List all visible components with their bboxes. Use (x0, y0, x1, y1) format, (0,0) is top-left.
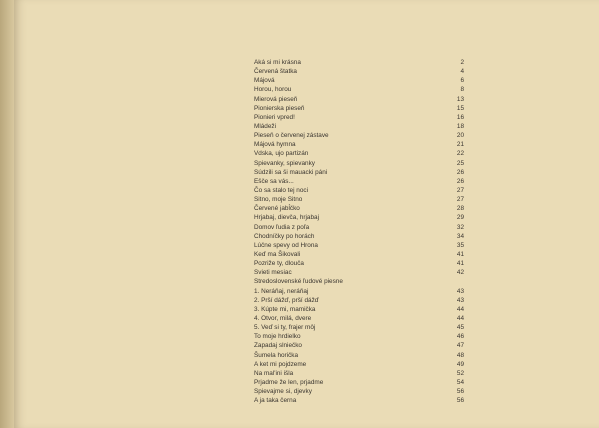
toc-entry (254, 104, 464, 113)
toc-entry-page: 27 (456, 196, 464, 204)
toc-entry-page: 25 (456, 159, 464, 167)
toc-entry-page: 6 (460, 77, 464, 85)
toc-entry-title: Májová (254, 77, 275, 85)
toc-entry (254, 85, 464, 94)
toc-entry-page: 15 (456, 104, 464, 112)
toc-entry-page: 44 (456, 314, 464, 322)
toc-entry (254, 250, 464, 259)
toc-entry-page: 43 (456, 287, 464, 295)
toc-entry (254, 360, 464, 369)
toc-entry-title: 4. Otvor, milá, dvere (254, 314, 312, 322)
toc-entry (254, 341, 464, 350)
toc-entry-title: Mierová pieseň (254, 95, 298, 103)
toc-entry-page: 18 (456, 122, 464, 130)
toc-entry-page: 56 (456, 397, 464, 405)
toc-entry-page: 32 (456, 223, 464, 231)
toc-entry (254, 378, 464, 387)
toc-entry (254, 351, 464, 360)
toc-entry-page: 22 (456, 150, 464, 158)
toc-entry-page: 41 (456, 260, 464, 268)
toc-entry-title: Červená štatka (254, 68, 297, 76)
toc-entry-page: 44 (456, 305, 464, 313)
toc-entry-title: Šumela horička (254, 351, 299, 359)
toc-entry (254, 305, 464, 314)
toc-entry-page: 2 (460, 59, 464, 66)
toc-entry-title: Červené jabĺčko (254, 205, 300, 213)
toc-entry-title: Čo sa stalo tej noci (254, 186, 308, 194)
toc-entry (254, 195, 464, 204)
toc-entry-title: Domov ľudia z poľa (254, 223, 310, 231)
toc-entry (254, 213, 464, 222)
toc-entry-page: 46 (456, 333, 464, 341)
toc-entry-title: Svieti mesiac (254, 269, 292, 277)
toc-entry-page: 21 (456, 141, 464, 149)
toc-entry-title: 3. Kúpte mi, mamička (254, 305, 316, 313)
toc-entry (254, 168, 464, 177)
toc-entry (254, 259, 464, 268)
toc-entry-title: Ešče sa vás... (254, 177, 294, 185)
toc-entry-title: 1. Neráňaj, neráňaj (254, 287, 309, 295)
toc-entry (254, 232, 464, 241)
toc-entry-page: 45 (456, 324, 464, 332)
toc-entry-title: 5. Veď si ty, frajer môj (254, 324, 316, 332)
toc-entry-page: 26 (456, 177, 464, 185)
toc-entry-title: Pionierska pieseň (254, 104, 305, 112)
table-of-contents (254, 58, 464, 405)
toc-entry-page: 42 (456, 269, 464, 277)
toc-entry (254, 296, 464, 305)
toc-entry-title: Lúčne spevy od Hrona (254, 241, 318, 249)
toc-entry (254, 122, 464, 131)
toc-entry-page: 48 (456, 351, 464, 359)
toc-entry-page: 4 (460, 68, 464, 76)
toc-entry-title: Prjadme že len, prjadme (254, 378, 324, 386)
toc-entry-page: 35 (456, 241, 464, 249)
toc-entry-page: 20 (456, 132, 464, 140)
toc-entry-title: A ket mi pojdzeme (254, 360, 307, 368)
toc-entry (254, 67, 464, 76)
toc-entry-page: 28 (456, 205, 464, 213)
toc-entry (254, 323, 464, 332)
toc-entry-title: Stredoslovenské ľudové piesne (254, 278, 343, 286)
toc-entry-title: Horou, horou (254, 86, 292, 94)
toc-entry-page: 56 (456, 388, 464, 396)
toc-entry-page: 16 (456, 113, 464, 121)
toc-entry-title: Pieseň o červenej zástave (254, 132, 329, 140)
toc-entry (254, 204, 464, 213)
toc-entry (254, 76, 464, 85)
toc-entry (254, 159, 464, 168)
toc-entry (254, 332, 464, 341)
toc-entry (254, 113, 464, 122)
toc-entry-title: Na mal'ini išla (254, 369, 294, 377)
toc-entry-title: Súdzili sa ši mauacki páni (254, 168, 328, 176)
toc-entry (254, 95, 464, 104)
toc-entry-title: Chodníčky po horách (254, 232, 315, 240)
toc-entry-page: 27 (456, 186, 464, 194)
toc-entry-page: 34 (456, 232, 464, 240)
toc-entry (254, 396, 464, 405)
toc-entry-title: Májová hymna (254, 141, 296, 149)
toc-entry (254, 314, 464, 323)
toc-entry-title: 2. Prší dážď, prší dážď (254, 296, 319, 304)
toc-entry-page: 43 (456, 296, 464, 304)
book-page (14, 0, 599, 428)
toc-entry-page: 13 (456, 95, 464, 103)
toc-entry-title: Mládeži (254, 122, 277, 130)
toc-entry-title: Spievajme si, djevky (254, 388, 312, 396)
toc-entry-title: A ja taka černa (254, 397, 297, 405)
toc-entry-page: 54 (456, 378, 464, 386)
toc-entry (254, 268, 464, 277)
toc-entry-title: Zapadaj slniečko (254, 342, 302, 350)
toc-entry (254, 223, 464, 232)
toc-entry (254, 177, 464, 186)
toc-entry (254, 277, 464, 286)
toc-entry-title: To moje hrdielko (254, 333, 301, 341)
toc-entry-title: Keď ma Šikovali (254, 250, 301, 258)
toc-entry-page: 49 (456, 360, 464, 368)
toc-entry (254, 131, 464, 140)
toc-entry-page: 26 (456, 168, 464, 176)
toc-entry (254, 58, 464, 67)
toc-entry-title: Aká si mi krásna (254, 59, 301, 66)
toc-entry-title: Sitno, moje Sitno (254, 196, 303, 204)
toc-entry-title: Vdska, ujo partizán (254, 150, 309, 158)
toc-entry-page: 52 (456, 369, 464, 377)
toc-entry (254, 387, 464, 396)
toc-entry-page: 47 (456, 342, 464, 350)
page-edge (0, 0, 14, 428)
toc-entry (254, 149, 464, 158)
toc-entry (254, 287, 464, 296)
toc-entry-page: 8 (460, 86, 464, 94)
toc-entry (254, 241, 464, 250)
toc-entry-title: Pozriže ty, dlouča (254, 260, 304, 268)
toc-entry (254, 186, 464, 195)
toc-entry-page: 41 (456, 250, 464, 258)
toc-entry (254, 369, 464, 378)
toc-entry-title: Pionieri vpred! (254, 113, 295, 121)
toc-entry-title: Hrjabaj, dievča, hrjabaj (254, 214, 320, 222)
toc-entry-page: 29 (456, 214, 464, 222)
toc-entry (254, 140, 464, 149)
toc-entry-title: Spievanky, spievanky (254, 159, 315, 167)
